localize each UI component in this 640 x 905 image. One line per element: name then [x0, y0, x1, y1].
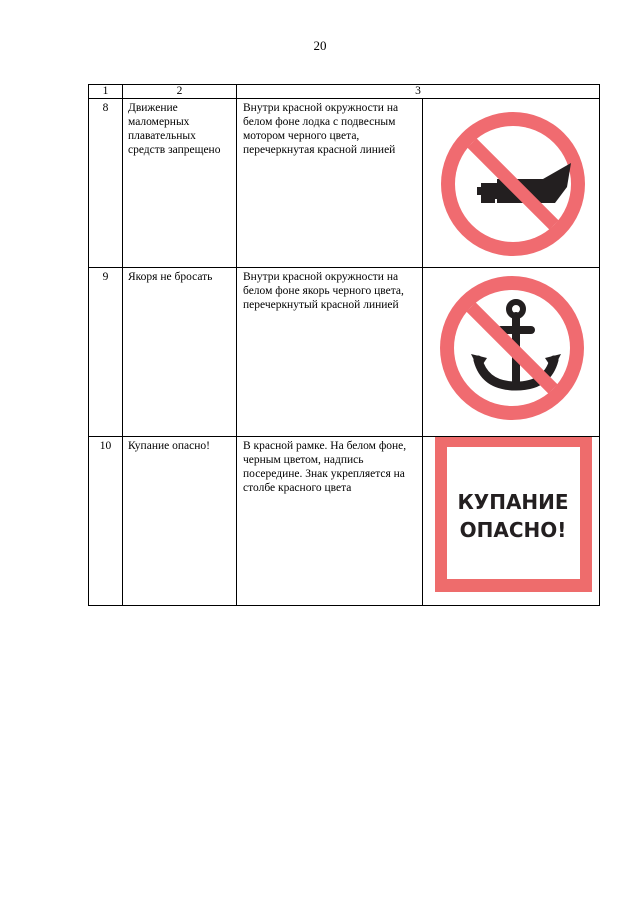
sign-image-cell	[423, 437, 600, 606]
table-header-row	[89, 85, 600, 99]
sign-image-cell	[423, 268, 600, 437]
sign-text-line2: ОПАСНО!	[459, 518, 567, 542]
header-cell-1: 1	[89, 85, 123, 99]
sign-text-line1: КУПАНИЕ	[457, 490, 569, 514]
row-number: 8	[89, 99, 123, 268]
header-cell-3: 3	[237, 85, 600, 99]
table-row	[89, 437, 600, 606]
sign-name: Якоря не бросать	[123, 268, 237, 437]
page-number: 20	[313, 38, 327, 53]
no-motorboat-sign-icon	[423, 99, 598, 265]
row-number: 9	[89, 268, 123, 437]
sign-image-cell	[423, 99, 600, 268]
no-anchor-sign-icon	[423, 268, 598, 434]
sign-name: Купание опасно!	[123, 437, 237, 606]
table-row	[89, 99, 600, 268]
table-row	[89, 268, 600, 437]
row-number: 10	[89, 437, 123, 606]
signs-table	[88, 84, 600, 606]
swimming-dangerous-sign-icon	[423, 437, 598, 603]
sign-description: Внутри красной окружности на белом фоне якорь черного цвета, перечеркнутый красной линией	[237, 268, 423, 437]
sign-description: Внутри красной окружности на белом фоне лодка с подвесным мотором черного цвета, перечеркнутая красной линией	[237, 99, 423, 268]
sign-description: В красной рамке. На белом фоне, черным цветом, надпись посередине. Знак укрепляется на столбе красного цвета	[237, 437, 423, 606]
header-cell-2: 2	[123, 85, 237, 99]
sign-name: Движение маломерных плавательных средств запрещено	[123, 99, 237, 268]
